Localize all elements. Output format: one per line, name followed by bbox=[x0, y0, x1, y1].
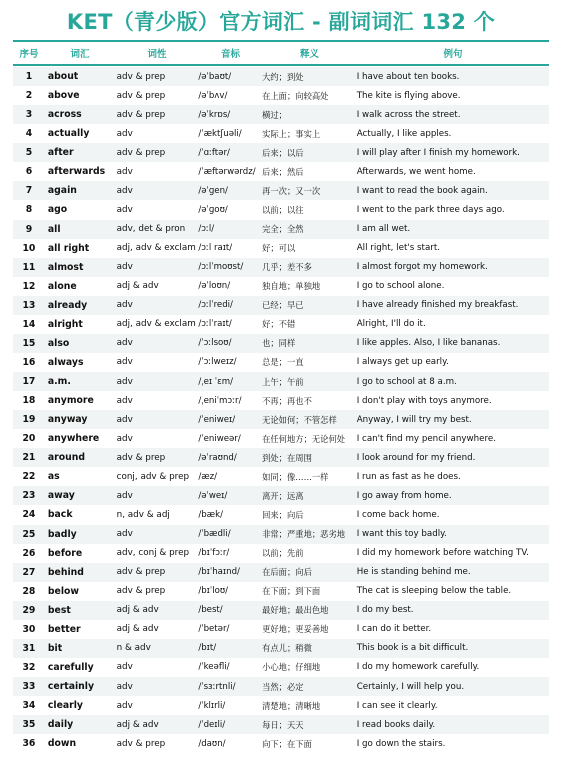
row-part-of-speech: adv, det & pron bbox=[116, 224, 186, 235]
row-number: 18 bbox=[22, 395, 36, 407]
row-meaning: 几乎；差不多 bbox=[262, 262, 312, 273]
row-phonetic: /əˈkrɒs/ bbox=[198, 109, 231, 120]
row-example: I walk across the street. bbox=[356, 109, 461, 120]
table-row bbox=[13, 277, 549, 296]
row-number: 6 bbox=[25, 166, 33, 178]
table-row bbox=[13, 86, 549, 105]
table-row bbox=[13, 677, 549, 696]
row-meaning: 再一次；又一次 bbox=[262, 185, 321, 196]
row-number: 10 bbox=[22, 242, 36, 254]
table-row bbox=[13, 505, 549, 524]
row-part-of-speech: adv bbox=[116, 166, 133, 177]
row-meaning: 独自地；单独地 bbox=[262, 281, 321, 292]
row-phonetic: /bæk/ bbox=[198, 509, 223, 520]
table-row bbox=[13, 639, 549, 658]
row-number: 29 bbox=[22, 604, 36, 616]
table-row bbox=[13, 448, 549, 467]
table-header bbox=[13, 40, 549, 66]
row-part-of-speech: adj & adv bbox=[116, 624, 159, 635]
row-example: I go to school alone. bbox=[356, 281, 445, 292]
row-example: I do my best. bbox=[356, 605, 414, 616]
row-phonetic: /ˈeniweɪ/ bbox=[198, 414, 236, 425]
row-phonetic: /əˈɡoʊ/ bbox=[198, 204, 228, 215]
row-word: daily bbox=[47, 719, 74, 731]
header-example: 例句 bbox=[443, 49, 463, 60]
row-phonetic: /bɪˈfɔːr/ bbox=[198, 548, 230, 559]
row-example: I read books daily. bbox=[356, 719, 436, 730]
table-row bbox=[13, 353, 549, 372]
row-example: I did my homework before watching TV. bbox=[356, 548, 529, 559]
row-part-of-speech: adv & prep bbox=[116, 71, 166, 82]
table-row bbox=[13, 220, 549, 239]
row-word: bit bbox=[47, 642, 63, 654]
row-word: clearly bbox=[47, 700, 83, 712]
row-word: anymore bbox=[47, 395, 94, 407]
row-meaning: 清楚地；清晰地 bbox=[262, 700, 321, 711]
row-word: anyway bbox=[47, 414, 88, 426]
row-meaning: 好；可以 bbox=[262, 243, 296, 254]
row-part-of-speech: adv bbox=[116, 376, 133, 387]
row-meaning: 向下；在下面 bbox=[262, 738, 312, 749]
table-row bbox=[13, 105, 549, 124]
row-example: I don't play with toys anymore. bbox=[356, 395, 492, 406]
row-example: I look around for my friend. bbox=[356, 452, 476, 463]
row-number: 19 bbox=[22, 414, 36, 426]
table-row bbox=[13, 658, 549, 677]
row-phonetic: /əˈbaʊt/ bbox=[198, 71, 232, 82]
row-phonetic: /bɪt/ bbox=[198, 643, 217, 654]
header-phonetic: 音标 bbox=[220, 49, 240, 60]
row-phonetic: /ˈɔːlsoʊ/ bbox=[198, 338, 232, 349]
row-word: before bbox=[47, 547, 83, 559]
table-row bbox=[13, 620, 549, 639]
row-part-of-speech: adv bbox=[116, 662, 133, 673]
row-number: 36 bbox=[22, 738, 36, 750]
row-example: I can't find my pencil anywhere. bbox=[356, 433, 496, 444]
row-number: 31 bbox=[22, 642, 36, 654]
table-row bbox=[13, 124, 549, 143]
row-meaning: 上午；午前 bbox=[262, 376, 304, 387]
row-word: alone bbox=[47, 280, 77, 292]
row-meaning: 后来；以后 bbox=[262, 147, 304, 158]
row-phonetic: /ˈsɜːrtnli/ bbox=[198, 681, 236, 692]
row-number: 3 bbox=[25, 109, 33, 121]
row-word: above bbox=[47, 90, 80, 102]
row-part-of-speech: adv bbox=[116, 262, 133, 273]
header-number: 序号 bbox=[19, 49, 39, 60]
table-row bbox=[13, 582, 549, 601]
row-part-of-speech: adv bbox=[116, 300, 133, 311]
row-phonetic: /ˈɑːftər/ bbox=[198, 147, 230, 158]
table-row bbox=[13, 715, 549, 734]
row-word: as bbox=[47, 471, 60, 483]
row-phonetic: /ˈeniweər/ bbox=[198, 433, 241, 444]
row-word: already bbox=[47, 299, 88, 311]
row-phonetic: /ˌeɪ ˈɛm/ bbox=[198, 376, 234, 387]
table-row bbox=[13, 563, 549, 582]
row-part-of-speech: adv & prep bbox=[116, 738, 166, 749]
row-example: I go away from home. bbox=[356, 490, 452, 501]
row-phonetic: /ˈbetər/ bbox=[198, 624, 230, 635]
row-number: 7 bbox=[25, 185, 33, 197]
table-body bbox=[13, 67, 549, 753]
table-row bbox=[13, 296, 549, 315]
row-part-of-speech: adj, adv & exclam bbox=[116, 319, 196, 330]
row-number: 30 bbox=[22, 623, 36, 635]
row-phonetic: /əˈraʊnd/ bbox=[198, 452, 237, 463]
row-number: 2 bbox=[25, 90, 33, 102]
row-part-of-speech: adv bbox=[116, 681, 133, 692]
row-number: 34 bbox=[22, 700, 36, 712]
row-phonetic: /ˈæftərwərdz/ bbox=[198, 166, 256, 177]
row-number: 35 bbox=[22, 719, 36, 731]
row-part-of-speech: adv bbox=[116, 185, 133, 196]
row-number: 11 bbox=[22, 261, 36, 273]
row-phonetic: /ɔːlˈmoʊst/ bbox=[198, 262, 244, 273]
table-row bbox=[13, 181, 549, 200]
row-phonetic: /əˈweɪ/ bbox=[198, 490, 228, 501]
row-meaning: 更好地；更妥善地 bbox=[262, 624, 329, 635]
row-example: I come back home. bbox=[356, 509, 440, 520]
row-meaning: 小心地；仔细地 bbox=[262, 662, 321, 673]
row-example: All right, let's start. bbox=[356, 243, 441, 254]
row-word: alright bbox=[47, 318, 83, 330]
table-row bbox=[13, 67, 549, 86]
row-meaning: 在下面；到下面 bbox=[262, 586, 321, 597]
row-example: I can do it better. bbox=[356, 624, 432, 635]
row-meaning: 总是；一直 bbox=[262, 357, 304, 368]
row-example: I go down the stairs. bbox=[356, 738, 446, 749]
row-phonetic: /əˈbʌv/ bbox=[198, 90, 228, 101]
row-part-of-speech: adv bbox=[116, 338, 133, 349]
row-meaning: 完全；全然 bbox=[262, 224, 304, 235]
row-word: better bbox=[47, 623, 81, 635]
table-row bbox=[13, 734, 549, 753]
row-part-of-speech: adv & prep bbox=[116, 109, 166, 120]
table-row bbox=[13, 334, 549, 353]
row-number: 24 bbox=[22, 509, 36, 521]
vocabulary-table bbox=[13, 40, 549, 753]
row-word: always bbox=[47, 356, 84, 368]
row-meaning: 到处；在周围 bbox=[262, 452, 312, 463]
row-part-of-speech: adj & adv bbox=[116, 719, 159, 730]
row-number: 23 bbox=[22, 490, 36, 502]
table-row bbox=[13, 239, 549, 258]
row-word: certainly bbox=[47, 681, 95, 693]
row-meaning: 无论如何；不管怎样 bbox=[262, 414, 337, 425]
row-part-of-speech: adv bbox=[116, 128, 133, 139]
page-title: KET（青少版）官方词汇 - 副词词汇 132 个 bbox=[66, 10, 496, 34]
row-phonetic: /ˈæktʃuəli/ bbox=[198, 128, 242, 139]
row-phonetic: /ɔːlˈredi/ bbox=[198, 300, 233, 311]
row-example: This book is a bit difficult. bbox=[356, 643, 469, 654]
row-word: after bbox=[47, 147, 74, 159]
row-part-of-speech: n, adv & adj bbox=[116, 509, 170, 520]
row-part-of-speech: n & adv bbox=[116, 643, 151, 654]
row-number: 9 bbox=[25, 223, 33, 235]
table-row bbox=[13, 258, 549, 277]
row-part-of-speech: adv & prep bbox=[116, 586, 166, 597]
row-meaning: 在后面；向后 bbox=[262, 567, 312, 578]
row-part-of-speech: adv bbox=[116, 433, 133, 444]
row-example: Afterwards, we went home. bbox=[356, 166, 476, 177]
row-meaning: 实际上；事实上 bbox=[262, 128, 321, 139]
row-word: carefully bbox=[47, 661, 94, 673]
row-meaning: 以前；先前 bbox=[262, 548, 304, 559]
row-part-of-speech: conj, adv & prep bbox=[116, 471, 190, 482]
row-word: actually bbox=[47, 128, 90, 140]
row-part-of-speech: adv bbox=[116, 490, 133, 501]
row-number: 16 bbox=[22, 356, 36, 368]
row-word: a.m. bbox=[47, 376, 71, 388]
row-meaning: 每日；天天 bbox=[262, 719, 304, 730]
row-word: badly bbox=[47, 528, 77, 540]
row-word: around bbox=[47, 452, 86, 464]
row-example: I will play after I finish my homework. bbox=[356, 147, 520, 158]
row-number: 4 bbox=[25, 128, 33, 140]
row-example: I almost forgot my homework. bbox=[356, 262, 488, 273]
row-part-of-speech: adv bbox=[116, 529, 133, 540]
row-word: also bbox=[47, 337, 70, 349]
row-meaning: 在上面；向较高处 bbox=[262, 90, 329, 101]
row-word: again bbox=[47, 185, 77, 197]
row-meaning: 后来；然后 bbox=[262, 166, 304, 177]
row-example: Anyway, I will try my best. bbox=[356, 414, 472, 425]
row-phonetic: /daʊn/ bbox=[198, 738, 226, 749]
row-example: I do my homework carefully. bbox=[356, 662, 480, 673]
row-word: ago bbox=[47, 204, 68, 216]
row-part-of-speech: adv bbox=[116, 700, 133, 711]
row-meaning: 大约；到处 bbox=[262, 71, 304, 82]
row-phonetic: /ˈklɪrli/ bbox=[198, 700, 226, 711]
row-phonetic: /bɪˈloʊ/ bbox=[198, 586, 229, 597]
row-example: I always get up early. bbox=[356, 357, 449, 368]
table-row bbox=[13, 200, 549, 219]
table-row bbox=[13, 525, 549, 544]
row-part-of-speech: adv bbox=[116, 395, 133, 406]
row-part-of-speech: adj & adv bbox=[116, 605, 159, 616]
table-row bbox=[13, 467, 549, 486]
row-number: 32 bbox=[22, 661, 36, 673]
table-row bbox=[13, 544, 549, 563]
row-example: I went to the park three days ago. bbox=[356, 204, 505, 215]
row-number: 25 bbox=[22, 528, 36, 540]
table-row bbox=[13, 601, 549, 620]
row-number: 14 bbox=[22, 318, 36, 330]
row-phonetic: /əˈɡen/ bbox=[198, 185, 228, 196]
row-example: Alright, I'll do it. bbox=[356, 319, 426, 330]
row-word: best bbox=[47, 604, 71, 616]
row-example: I want this toy badly. bbox=[356, 529, 447, 540]
row-number: 17 bbox=[22, 376, 36, 388]
row-example: I go to school at 8 a.m. bbox=[356, 376, 457, 387]
row-phonetic: /ˈdeɪli/ bbox=[198, 719, 226, 730]
row-example: He is standing behind me. bbox=[356, 567, 471, 578]
row-example: The cat is sleeping below the table. bbox=[356, 586, 512, 597]
row-meaning: 当然；必定 bbox=[262, 681, 304, 692]
row-phonetic: /best/ bbox=[198, 605, 223, 616]
row-number: 21 bbox=[22, 452, 36, 464]
table-row bbox=[13, 696, 549, 715]
row-word: all right bbox=[47, 242, 90, 254]
row-example: The kite is flying above. bbox=[356, 90, 461, 101]
row-word: away bbox=[47, 490, 75, 502]
row-meaning: 已经；早已 bbox=[262, 300, 304, 311]
row-meaning: 好；不错 bbox=[262, 319, 296, 330]
row-phonetic: /bɪˈhaɪnd/ bbox=[198, 567, 240, 578]
row-meaning: 回来；向后 bbox=[262, 509, 304, 520]
row-phonetic: /ɔːlˈraɪt/ bbox=[198, 319, 232, 330]
row-number: 15 bbox=[22, 337, 36, 349]
row-number: 13 bbox=[22, 299, 36, 311]
row-part-of-speech: adv & prep bbox=[116, 90, 166, 101]
row-example: Certainly, I will help you. bbox=[356, 681, 465, 692]
row-phonetic: /ɔːl/ bbox=[198, 224, 215, 235]
row-example: I run as fast as he does. bbox=[356, 471, 461, 482]
row-part-of-speech: adv & prep bbox=[116, 147, 166, 158]
row-word: behind bbox=[47, 566, 84, 578]
row-example: I am all wet. bbox=[356, 224, 411, 235]
row-example: I want to read the book again. bbox=[356, 185, 488, 196]
row-meaning: 非常；严重地；恶劣地 bbox=[262, 529, 346, 540]
row-word: anywhere bbox=[47, 433, 100, 445]
row-phonetic: /æz/ bbox=[198, 471, 218, 482]
row-meaning: 如同；像……一样 bbox=[262, 471, 329, 482]
row-part-of-speech: adv & prep bbox=[116, 452, 166, 463]
row-number: 26 bbox=[22, 547, 36, 559]
row-example: Actually, I like apples. bbox=[356, 128, 452, 139]
table-row bbox=[13, 162, 549, 181]
row-word: about bbox=[47, 71, 79, 83]
row-phonetic: /ˈkeəfli/ bbox=[198, 662, 230, 673]
row-part-of-speech: adv & prep bbox=[116, 567, 166, 578]
table-row bbox=[13, 315, 549, 334]
row-number: 12 bbox=[22, 280, 36, 292]
header-meaning: 释义 bbox=[299, 49, 319, 60]
header-part-of-speech: 词性 bbox=[147, 49, 167, 60]
row-number: 22 bbox=[22, 471, 36, 483]
row-number: 20 bbox=[22, 433, 36, 445]
row-phonetic: /ˈbædli/ bbox=[198, 529, 231, 540]
row-meaning: 以前；以往 bbox=[262, 204, 304, 215]
row-example: I can see it clearly. bbox=[356, 700, 438, 711]
row-meaning: 有点儿；稍微 bbox=[262, 643, 312, 654]
row-word: afterwards bbox=[47, 166, 106, 178]
row-example: I like apples. Also, I like bananas. bbox=[356, 338, 501, 349]
row-number: 5 bbox=[25, 147, 33, 159]
row-word: back bbox=[47, 509, 73, 521]
row-meaning: 不再；再也不 bbox=[262, 395, 312, 406]
table-row bbox=[13, 486, 549, 505]
header-word: 词汇 bbox=[70, 49, 90, 60]
row-phonetic: /ˈɔːlweɪz/ bbox=[198, 357, 237, 368]
row-example: I have about ten books. bbox=[356, 71, 460, 82]
table-row bbox=[13, 372, 549, 391]
row-meaning: 最好地；最出色地 bbox=[262, 605, 329, 616]
row-meaning: 也；同样 bbox=[262, 338, 296, 349]
table-row bbox=[13, 429, 549, 448]
row-number: 1 bbox=[25, 71, 33, 83]
row-word: all bbox=[47, 223, 61, 235]
row-meaning: 离开；远离 bbox=[262, 490, 304, 501]
row-number: 33 bbox=[22, 681, 36, 693]
row-part-of-speech: adj & adv bbox=[116, 281, 159, 292]
table-row bbox=[13, 410, 549, 429]
row-part-of-speech: adv bbox=[116, 414, 133, 425]
row-meaning: 横过； bbox=[262, 109, 287, 120]
row-part-of-speech: adj, adv & exclam bbox=[116, 243, 196, 254]
row-number: 8 bbox=[25, 204, 33, 216]
row-phonetic: /ɔːl raɪt/ bbox=[198, 243, 233, 254]
row-part-of-speech: adv bbox=[116, 204, 133, 215]
row-word: below bbox=[47, 585, 79, 597]
row-word: down bbox=[47, 738, 77, 750]
row-word: almost bbox=[47, 261, 84, 273]
row-word: across bbox=[47, 109, 82, 121]
row-example: I have already finished my breakfast. bbox=[356, 300, 519, 311]
row-part-of-speech: adv, conj & prep bbox=[116, 548, 190, 559]
row-number: 27 bbox=[22, 566, 36, 578]
row-phonetic: /əˈloʊn/ bbox=[198, 281, 231, 292]
row-part-of-speech: adv bbox=[116, 357, 133, 368]
row-phonetic: /ˌeniˈmɔːr/ bbox=[198, 395, 242, 406]
table-row bbox=[13, 143, 549, 162]
table-row bbox=[13, 391, 549, 410]
row-number: 28 bbox=[22, 585, 36, 597]
row-meaning: 在任何地方；无论何处 bbox=[262, 433, 346, 444]
